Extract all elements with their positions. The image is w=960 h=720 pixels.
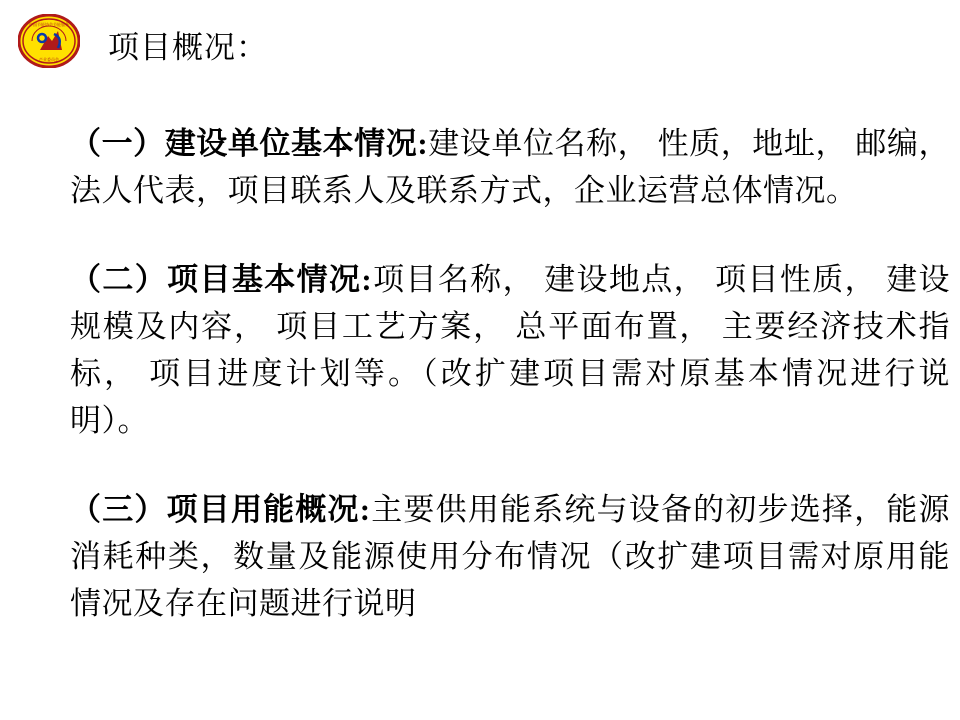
spacer (60, 444, 950, 486)
spacer (60, 70, 950, 120)
spacer (60, 214, 950, 256)
section-1-body: 建设单位名称， 性质，地址， 邮编， 法人代表，项目联系人及联系方式，企业运营总体情况。 (70, 126, 951, 208)
section-2-lead: （二）项目基本情况: (70, 262, 373, 297)
slide-content (60, 26, 950, 627)
section-3-lead: （三）项目用能概况: (70, 492, 371, 527)
section-paragraph-3 (60, 486, 950, 627)
svg-text:中国节能协会节能服务: 中国节能协会节能服务 (29, 22, 69, 27)
section-paragraph-2 (60, 256, 950, 444)
page-title: 项目概况： (108, 30, 268, 65)
section-2-body: 项目名称， 建设地点， 项目性质， 建设规模及内容， 项目工艺方案， 总平面布置， 主要经济技术指标， 项目进度计划等。（改扩建项目需对原基本情况进行说明）。 (70, 262, 950, 438)
svg-text:产业委员会: 产业委员会 (39, 57, 59, 62)
section-1-lead: （一）建设单位基本情况: (70, 126, 429, 161)
section-paragraph-1 (60, 120, 950, 214)
section-3-body: 主要供用能系统与设备的初步选择，能源消耗种类，数量及能源使用分布情况（改扩建项目需对原用能情况及存在问题进行说明 (70, 492, 950, 621)
